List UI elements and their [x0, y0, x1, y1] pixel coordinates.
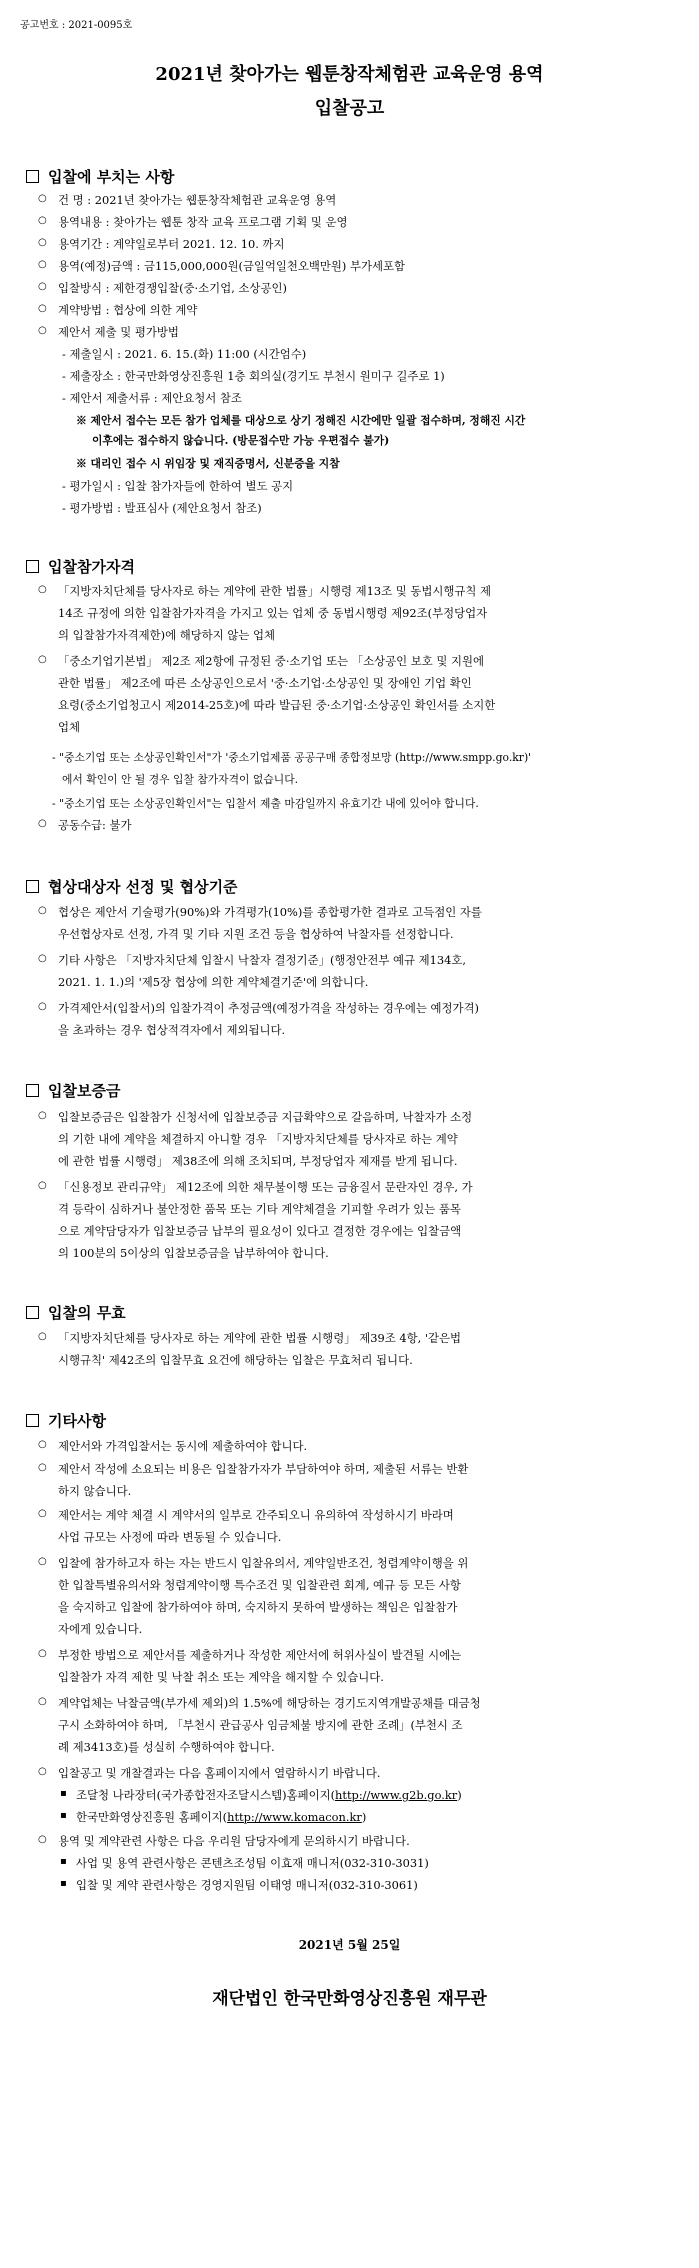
circle-bullet-icon: ○: [38, 1180, 47, 1191]
note-submission-cont: 이후에는 접수하지 않습니다. (방문접수만 가능 우편접수 불가): [92, 434, 390, 447]
circle-bullet-icon: ○: [38, 654, 47, 665]
text-span: ): [361, 1810, 367, 1824]
checkbox-square-icon: [26, 1306, 39, 1319]
circle-bullet-icon: ○: [38, 1331, 47, 1342]
section-heading-deposit: 입찰보증금: [26, 1080, 120, 1101]
circle-bullet-icon: ○: [38, 1462, 47, 1473]
text-line: 2021. 1. 1.)의 '제5장 협상에 의한 계약체결기준'에 의합니다.: [58, 975, 369, 989]
text-line: 「신용정보 관리규약」 제12조에 의한 채무불이행 또는 금융질서 문란자인 경우, 가: [58, 1180, 473, 1194]
text-line: 용역 및 계약관련 사항은 다음 우리원 담당자에게 문의하시기 바랍니다.: [58, 1834, 410, 1848]
circle-bullet-icon: ○: [38, 237, 47, 248]
text-line: 례 제3413호)를 성실히 수행하여야 합니다.: [58, 1740, 275, 1754]
text-line: 자에게 있습니다.: [58, 1622, 143, 1636]
text-line: 요령(중소기업청고시 제2014-25호)에 따라 발급된 중·소기업·소상공인 확인서를 소지한: [58, 698, 496, 712]
circle-bullet-icon: ○: [38, 1110, 47, 1121]
item-name: 건 명 : 2021년 찾아가는 웹툰창작체험관 교육운영 용역: [58, 193, 337, 207]
text-line: 에서 확인이 안 될 경우 입찰 참가자격이 없습니다.: [62, 773, 299, 786]
note-submission: ※ 제안서 접수는 모든 참가 업체를 대상으로 상기 정해진 시간에만 일괄 접수하며, 정해진 시간: [76, 414, 526, 427]
circle-bullet-icon: ○: [38, 905, 47, 916]
text-line: 협상은 제안서 기술평가(90%)와 가격평가(10%)를 종합평가한 결과로 고득점인 자를: [58, 905, 482, 919]
circle-bullet-icon: ○: [38, 584, 47, 595]
item-amount: 용역(예정)금액 : 금115,000,000원(금일억일천오백만원) 부가세포함: [58, 259, 406, 273]
text-line: 하지 않습니다.: [58, 1484, 132, 1498]
text-line: 의 100분의 5이상의 입찰보증금을 납부하여야 합니다.: [58, 1246, 329, 1260]
sub-submit-date: - 제출일시 : 2021. 6. 15.(화) 11:00 (시간엄수): [62, 347, 307, 361]
sub-submit-docs: - 제안서 제출서류 : 제안요청서 참조: [62, 391, 242, 405]
section-heading-negotiation: 협상대상자 선정 및 협상기준: [26, 876, 238, 897]
square-bullet-icon: ▪: [60, 1856, 67, 1867]
text-line: 공동수급: 불가: [58, 818, 132, 832]
checkbox-square-icon: [26, 1084, 39, 1097]
circle-bullet-icon: ○: [38, 1766, 47, 1777]
text-line: 시행규칙' 제42조의 입찰무효 요건에 해당하는 입찰은 무효처리 됩니다.: [58, 1353, 413, 1367]
contact-contract: 입찰 및 계약 관련사항은 경영지원팀 이태영 매니저(032-310-3061): [76, 1878, 418, 1892]
checkbox-square-icon: [26, 170, 39, 183]
text-line: 관한 법률」 제2조에 따른 소상공인으로서 '중·소기업·소상공인 및 장애인 기업 확인: [58, 676, 472, 690]
circle-bullet-icon: ○: [38, 325, 47, 336]
text-line: 입찰에 참가하고자 하는 자는 반드시 입찰유의서, 계약일반조건, 청렴계약이행을 위: [58, 1556, 469, 1570]
text-line: 제안서와 가격입찰서는 동시에 제출하여야 합니다.: [58, 1439, 308, 1453]
komacon-link[interactable]: http://www.komacon.kr: [227, 1810, 362, 1824]
contact-project: 사업 및 용역 관련사항은 콘텐츠조성팀 이효재 매니저(032-310-3031): [76, 1856, 429, 1870]
text-line: 의 입찰참가자격제한)에 해당하지 않는 업체: [58, 628, 275, 642]
checkbox-square-icon: [26, 880, 39, 893]
note-proxy: ※ 대리인 접수 시 위임장 및 재직증명서, 신분증을 지참: [76, 457, 340, 470]
circle-bullet-icon: ○: [38, 1834, 47, 1845]
text-line: 에 관한 법률 시행령」 제38조에 의해 조치되며, 부정당업자 제재를 받게 됩니다.: [58, 1154, 458, 1168]
text-span: 한국만화영상진흥원 홈페이지(: [76, 1810, 228, 1824]
circle-bullet-icon: ○: [38, 818, 47, 829]
issuing-organization: 재단법인 한국만화영상진흥원 재무관: [212, 1989, 487, 2009]
text-line: 입찰공고 및 개찰결과는 다음 홈페이지에서 열람하시기 바랍니다.: [58, 1766, 381, 1780]
text-line: 의 기한 내에 계약을 체결하지 아니할 경우 「지방자치단체를 당사자로 하는 계약: [58, 1132, 458, 1146]
text-line: 제안서는 계약 체결 시 계약서의 일부로 간주되오니 유의하여 작성하시기 바라며: [58, 1508, 454, 1522]
text-span: ): [457, 1788, 462, 1802]
text-line: 14조 규정에 의한 입찰참가자격을 가지고 있는 업체 중 동법시행령 제92조(부정당업자: [58, 606, 488, 620]
text-line: 기타 사항은 「지방자치단체 입찰시 낙찰자 결정기준」(행정안전부 예규 제134호,: [58, 953, 467, 967]
section-heading-qualification: 입찰참가자격: [26, 556, 135, 577]
link-row-komacon: [76, 1810, 366, 1825]
checkbox-square-icon: [26, 560, 39, 573]
circle-bullet-icon: ○: [38, 303, 47, 314]
section-heading-misc: 기타사항: [26, 1410, 106, 1431]
text-line: 가격제안서(입찰서)의 입찰가격이 추정금액(예정가격을 작성하는 경우에는 예정가격): [58, 1001, 479, 1015]
text-line: - "중소기업 또는 소상공인확인서"가 '중소기업제품 공공구매 종합정보망 (http://www.smpp.go.kr)': [52, 751, 532, 764]
circle-bullet-icon: ○: [38, 1648, 47, 1659]
text-span: 조달청 나라장터(국가종합전자조달시스템)홈페이지(: [76, 1788, 336, 1802]
text-line: 부정한 방법으로 제안서를 제출하거나 작성한 제안서에 허위사실이 발견될 시에는: [58, 1648, 462, 1662]
link-row-g2b: [76, 1788, 462, 1803]
text-line: 을 숙지하고 입찰에 참가하여야 하며, 숙지하지 못하여 발생하는 책임은 입찰참가: [58, 1600, 458, 1614]
circle-bullet-icon: ○: [38, 1439, 47, 1450]
item-contract-method: 계약방법 : 협상에 의한 계약: [58, 303, 198, 317]
text-line: 격 등락이 심하거나 불안정한 품목 또는 기타 계약체결을 기피할 우려가 있는 품목: [58, 1202, 461, 1216]
g2b-link[interactable]: http://www.g2b.go.kr: [335, 1788, 458, 1802]
circle-bullet-icon: ○: [38, 215, 47, 226]
square-bullet-icon: ▪: [60, 1788, 67, 1799]
text-line: 제안서 작성에 소요되는 비용은 입찰참가자가 부담하여야 하며, 제출된 서류는 반환: [58, 1462, 469, 1476]
item-bid-method: 입찰방식 : 제한경쟁입찰(중·소기업, 소상공인): [58, 281, 287, 295]
sub-eval-method: - 평가방법 : 발표심사 (제안요청서 참조): [62, 501, 262, 515]
sub-eval-date: - 평가일시 : 입찰 참가자들에 한하여 별도 공지: [62, 479, 294, 493]
notice-number: 공고번호 : 2021-0095호: [20, 20, 133, 31]
circle-bullet-icon: ○: [38, 1696, 47, 1707]
text-line: 한 입찰특별유의서와 청렴계약이행 특수조건 및 입찰관련 회계, 예규 등 모든 사항: [58, 1578, 461, 1592]
circle-bullet-icon: ○: [38, 281, 47, 292]
text-line: - "중소기업 또는 소상공인확인서"는 입찰서 제출 마감일까지 유효기간 내에 있어야 합니다.: [52, 797, 479, 810]
text-line: 「중소기업기본법」 제2조 제2항에 규정된 중·소기업 또는 「소상공인 보호 및 지원에: [58, 654, 484, 668]
item-proposal: 제안서 제출 및 평가방법: [58, 325, 179, 339]
text-line: 우선협상자로 선정, 가격 및 기타 지원 조건 등을 협상하여 낙찰자를 선정합니다.: [58, 927, 454, 941]
text-line: 「지방자치단체를 당사자로 하는 계약에 관한 법률 시행령」 제39조 4항, '같은법: [58, 1331, 461, 1345]
circle-bullet-icon: ○: [38, 193, 47, 204]
circle-bullet-icon: ○: [38, 1556, 47, 1567]
section-heading-invalid: 입찰의 무효: [26, 1302, 126, 1323]
circle-bullet-icon: ○: [38, 953, 47, 964]
item-content: 용역내용 : 찾아가는 웹툰 창작 교육 프로그램 기획 및 운영: [58, 215, 348, 229]
circle-bullet-icon: ○: [38, 1001, 47, 1012]
text-line: 입찰참가 자격 제한 및 낙찰 취소 또는 계약을 해지할 수 있습니다.: [58, 1670, 384, 1684]
text-line: 계약업체는 낙찰금액(부가세 제외)의 1.5%에 해당하는 경기도지역개발공채를 대금청: [58, 1696, 481, 1710]
notice-date: 2021년 5월 25일: [298, 1938, 401, 1952]
page-subtitle: 입찰공고: [314, 98, 385, 119]
circle-bullet-icon: ○: [38, 1508, 47, 1519]
text-line: 구시 소화하여야 하며, 「부천시 관급공사 임금체불 방지에 관한 조례」(부천시 조: [58, 1718, 463, 1732]
circle-bullet-icon: ○: [38, 259, 47, 270]
text-line: 업체: [58, 720, 81, 734]
page-title: 2021년 찾아가는 웹툰창작체험관 교육운영 용역: [155, 64, 544, 85]
checkbox-square-icon: [26, 1414, 39, 1427]
item-period: 용역기간 : 계약일로부터 2021. 12. 10. 까지: [58, 237, 285, 251]
text-line: 「지방자치단체를 당사자로 하는 계약에 관한 법률」시행령 제13조 및 동법시행규칙 제: [58, 584, 491, 598]
text-line: 사업 규모는 사정에 따라 변동될 수 있습니다.: [58, 1530, 282, 1544]
text-line: 을 초과하는 경우 협상적격자에서 제외됩니다.: [58, 1023, 286, 1037]
section-heading-bid-items: 입찰에 부치는 사항: [26, 166, 174, 187]
square-bullet-icon: ▪: [60, 1878, 67, 1889]
text-line: 으로 계약담당자가 입찰보증금 납부의 필요성이 있다고 결정한 경우에는 입찰금액: [58, 1224, 462, 1238]
square-bullet-icon: ▪: [60, 1810, 67, 1821]
text-line: 입찰보증금은 입찰참가 신청서에 입찰보증금 지급확약으로 갈음하며, 낙찰자가 소정: [58, 1110, 473, 1124]
sub-submit-place: - 제출장소 : 한국만화영상진흥원 1층 회의실(경기도 부천시 원미구 길주로 1): [62, 369, 445, 383]
